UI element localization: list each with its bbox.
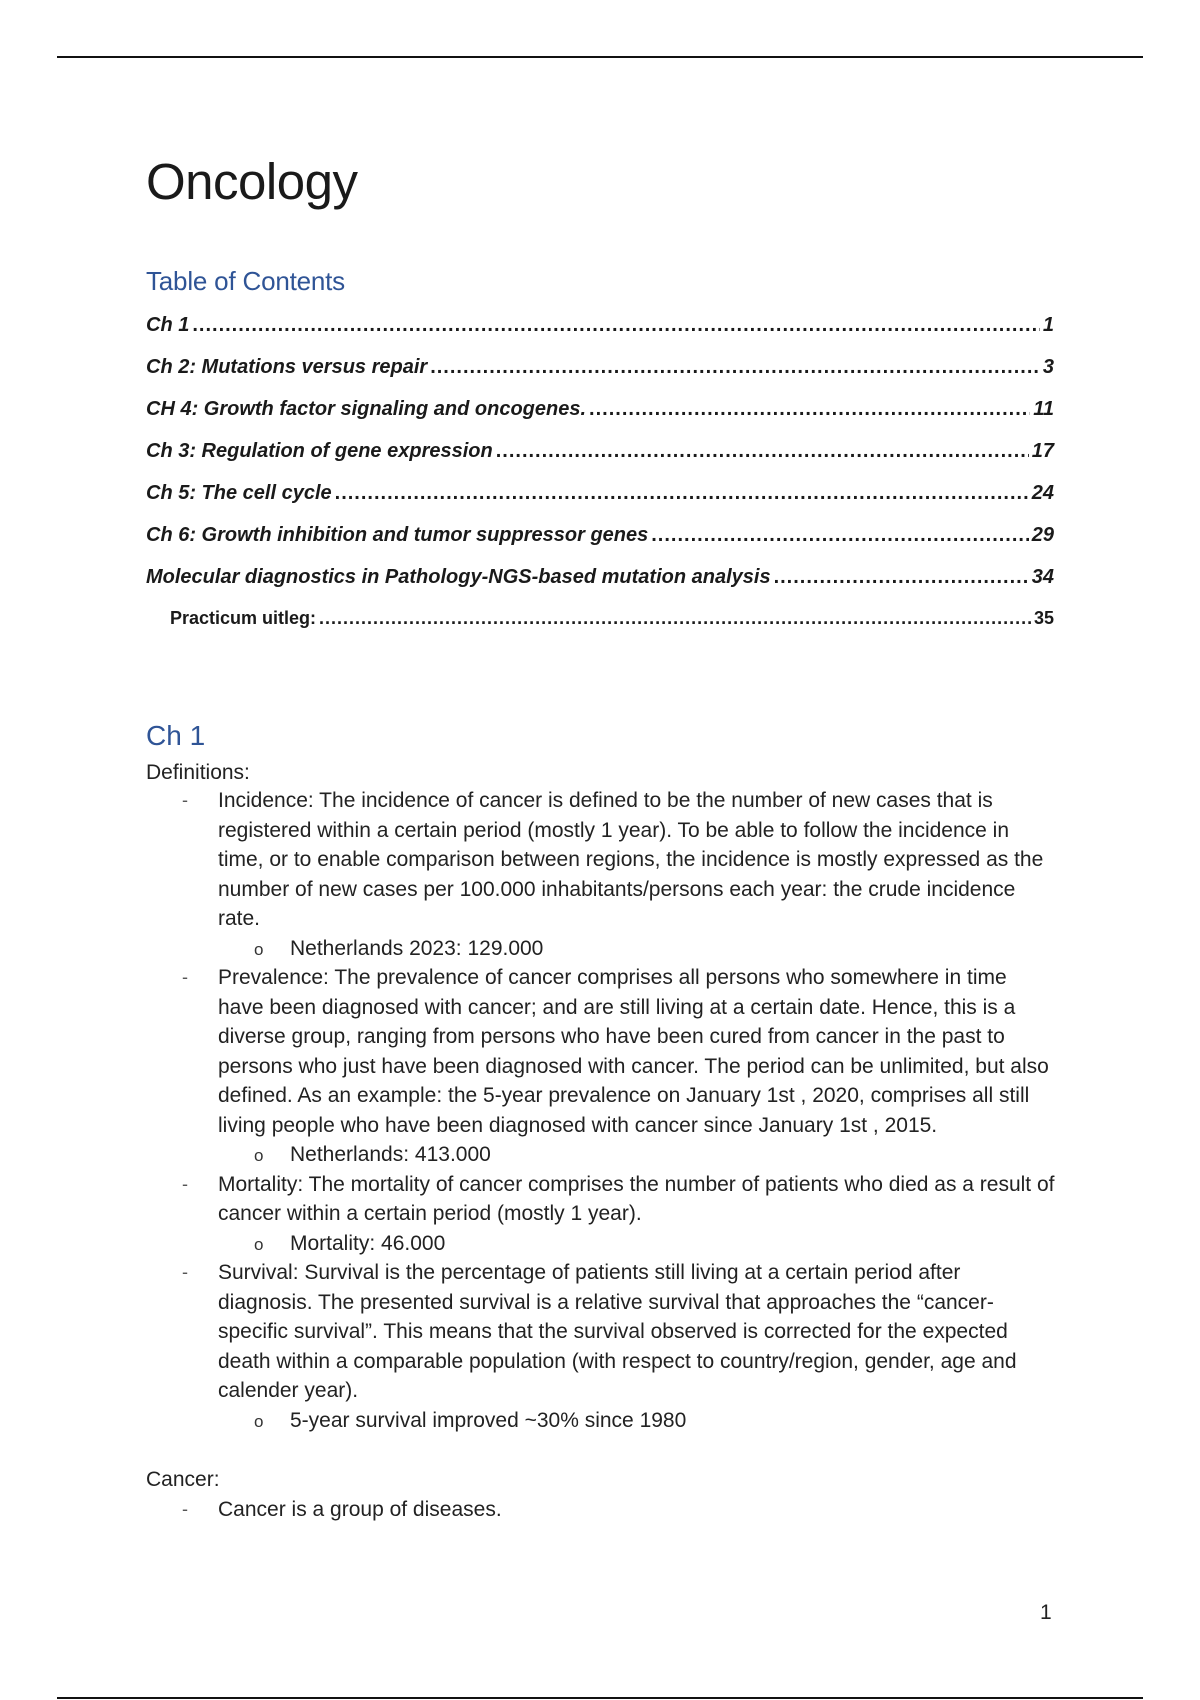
toc-entry-page: 29 [1031,524,1054,546]
toc-entry-practicum[interactable] [170,608,1054,644]
definitions-label: Definitions: [146,761,250,784]
definition-subtext: Mortality: 46.000 [290,1231,446,1255]
toc-entry-ch5[interactable] [146,482,1054,524]
toc-entry-label: Ch 2: Mutations versus repair [146,356,428,378]
cancer-item-text: Cancer is a group of diseases. [218,1498,502,1521]
toc-entry-ch6[interactable] [146,524,1054,566]
definition-text: Survival: Survival is the percentage of patients still living at a certain period after diagnosis. The presented survival is a relative survival that approaches the “cancer-specific survival”. This means that the survival observed is corrected for the expected death within a comparable population (with respect to country/region, gender, age and calender year). [218,1261,1017,1402]
header-rule [57,56,1143,58]
list-item [146,1495,1056,1525]
toc-entry-page: 1 [1042,314,1054,336]
toc-leader-dots [496,440,1029,463]
definition-text: Prevalence: The prevalence of cancer comprises all persons who somewhere in time have been diagnosed with cancer; and are still living at a certain date. Hence, this is a diverse group, ranging from persons who have been cured from cancer in the past to persons who just have been diagnosed with cancer. The period can be unlimited, but also defined. As an example: the 5-year prevalence on January 1st , 2020, comprises all still living people who have been diagnosed with cancer since January 1st , 2015. [218,966,1049,1137]
circle-bullet-icon: o [254,1234,264,1254]
toc-entry-label: CH 4: Growth factor signaling and oncogenes. [146,398,587,420]
toc-entry-page: 35 [1033,608,1054,628]
toc-entry-page: 3 [1042,356,1054,378]
section-heading: Ch 1 [146,720,206,751]
sub-list-item [146,1140,1056,1170]
toc-leader-dots [774,566,1029,589]
toc-leader-dots [319,608,1031,629]
document-title: Oncology [146,153,358,210]
toc-entry-label: Practicum uitleg: [170,608,317,628]
toc-entry-page: 34 [1031,566,1054,588]
footer-rule [57,1697,1143,1699]
toc-heading: Table of Contents [146,266,345,296]
dash-bullet-icon: - [182,967,188,987]
definition-text: Mortality: The mortality of cancer comprises the number of patients who died as a result of cancer within a certain period (mostly 1 year). [218,1172,1055,1225]
toc-entry-label: Ch 3: Regulation of gene expression [146,440,493,462]
list-item [146,963,1056,1140]
toc-entry-page: 11 [1033,398,1054,420]
toc-entry-ch4[interactable] [146,398,1054,440]
table-of-contents [146,314,1054,644]
circle-bullet-icon: o [254,1411,264,1431]
definition-text: Incidence: The incidence of cancer is defined to be the number of new cases that is registered within a certain period (mostly 1 year). To be able to follow the incidence in time, or to enable comparison between regions, the incidence is mostly expressed as the number of new cases per 100.000 inhabitants/persons each year: the crude incidence rate. [218,789,1044,930]
sub-list-item [146,934,1056,964]
toc-leader-dots [651,524,1029,547]
toc-entry-ch1[interactable] [146,314,1054,356]
toc-entry-molecular-diagnostics[interactable] [146,566,1054,608]
circle-bullet-icon: o [254,1146,264,1165]
dash-bullet-icon: - [182,1173,188,1194]
list-item [146,1258,1056,1406]
definitions-list [146,786,1056,1435]
cancer-list [146,1495,1056,1525]
toc-entry-ch3[interactable] [146,440,1054,482]
definition-subtext: 5-year survival improved ~30% since 1980 [290,1408,687,1432]
toc-entry-label: Ch 6: Growth inhibition and tumor suppressor genes [146,524,649,546]
page-number: 1 [1040,1601,1052,1624]
list-item [146,1170,1056,1229]
list-item [146,786,1056,934]
definition-subtext: Netherlands 2023: 129.000 [290,936,544,960]
cancer-label: Cancer: [146,1468,220,1491]
circle-bullet-icon: o [254,939,264,959]
dash-bullet-icon: - [182,790,188,810]
toc-entry-label: Ch 5: The cell cycle [146,482,332,504]
sub-list-item [146,1229,1056,1259]
definition-subtext: Netherlands: 413.000 [290,1143,491,1166]
dash-bullet-icon: - [182,1499,188,1519]
toc-entry-ch2[interactable] [146,356,1054,398]
toc-leader-dots [192,314,1040,337]
toc-leader-dots [335,482,1029,505]
toc-entry-label: Molecular diagnostics in Pathology-NGS-based mutation analysis [146,566,771,588]
toc-entry-label: Ch 1 [146,314,190,336]
sub-list-item [146,1406,1056,1436]
toc-leader-dots [589,398,1030,421]
dash-bullet-icon: - [182,1262,188,1282]
toc-entry-page: 24 [1031,482,1054,504]
toc-entry-page: 17 [1031,440,1054,462]
toc-leader-dots [430,356,1040,379]
